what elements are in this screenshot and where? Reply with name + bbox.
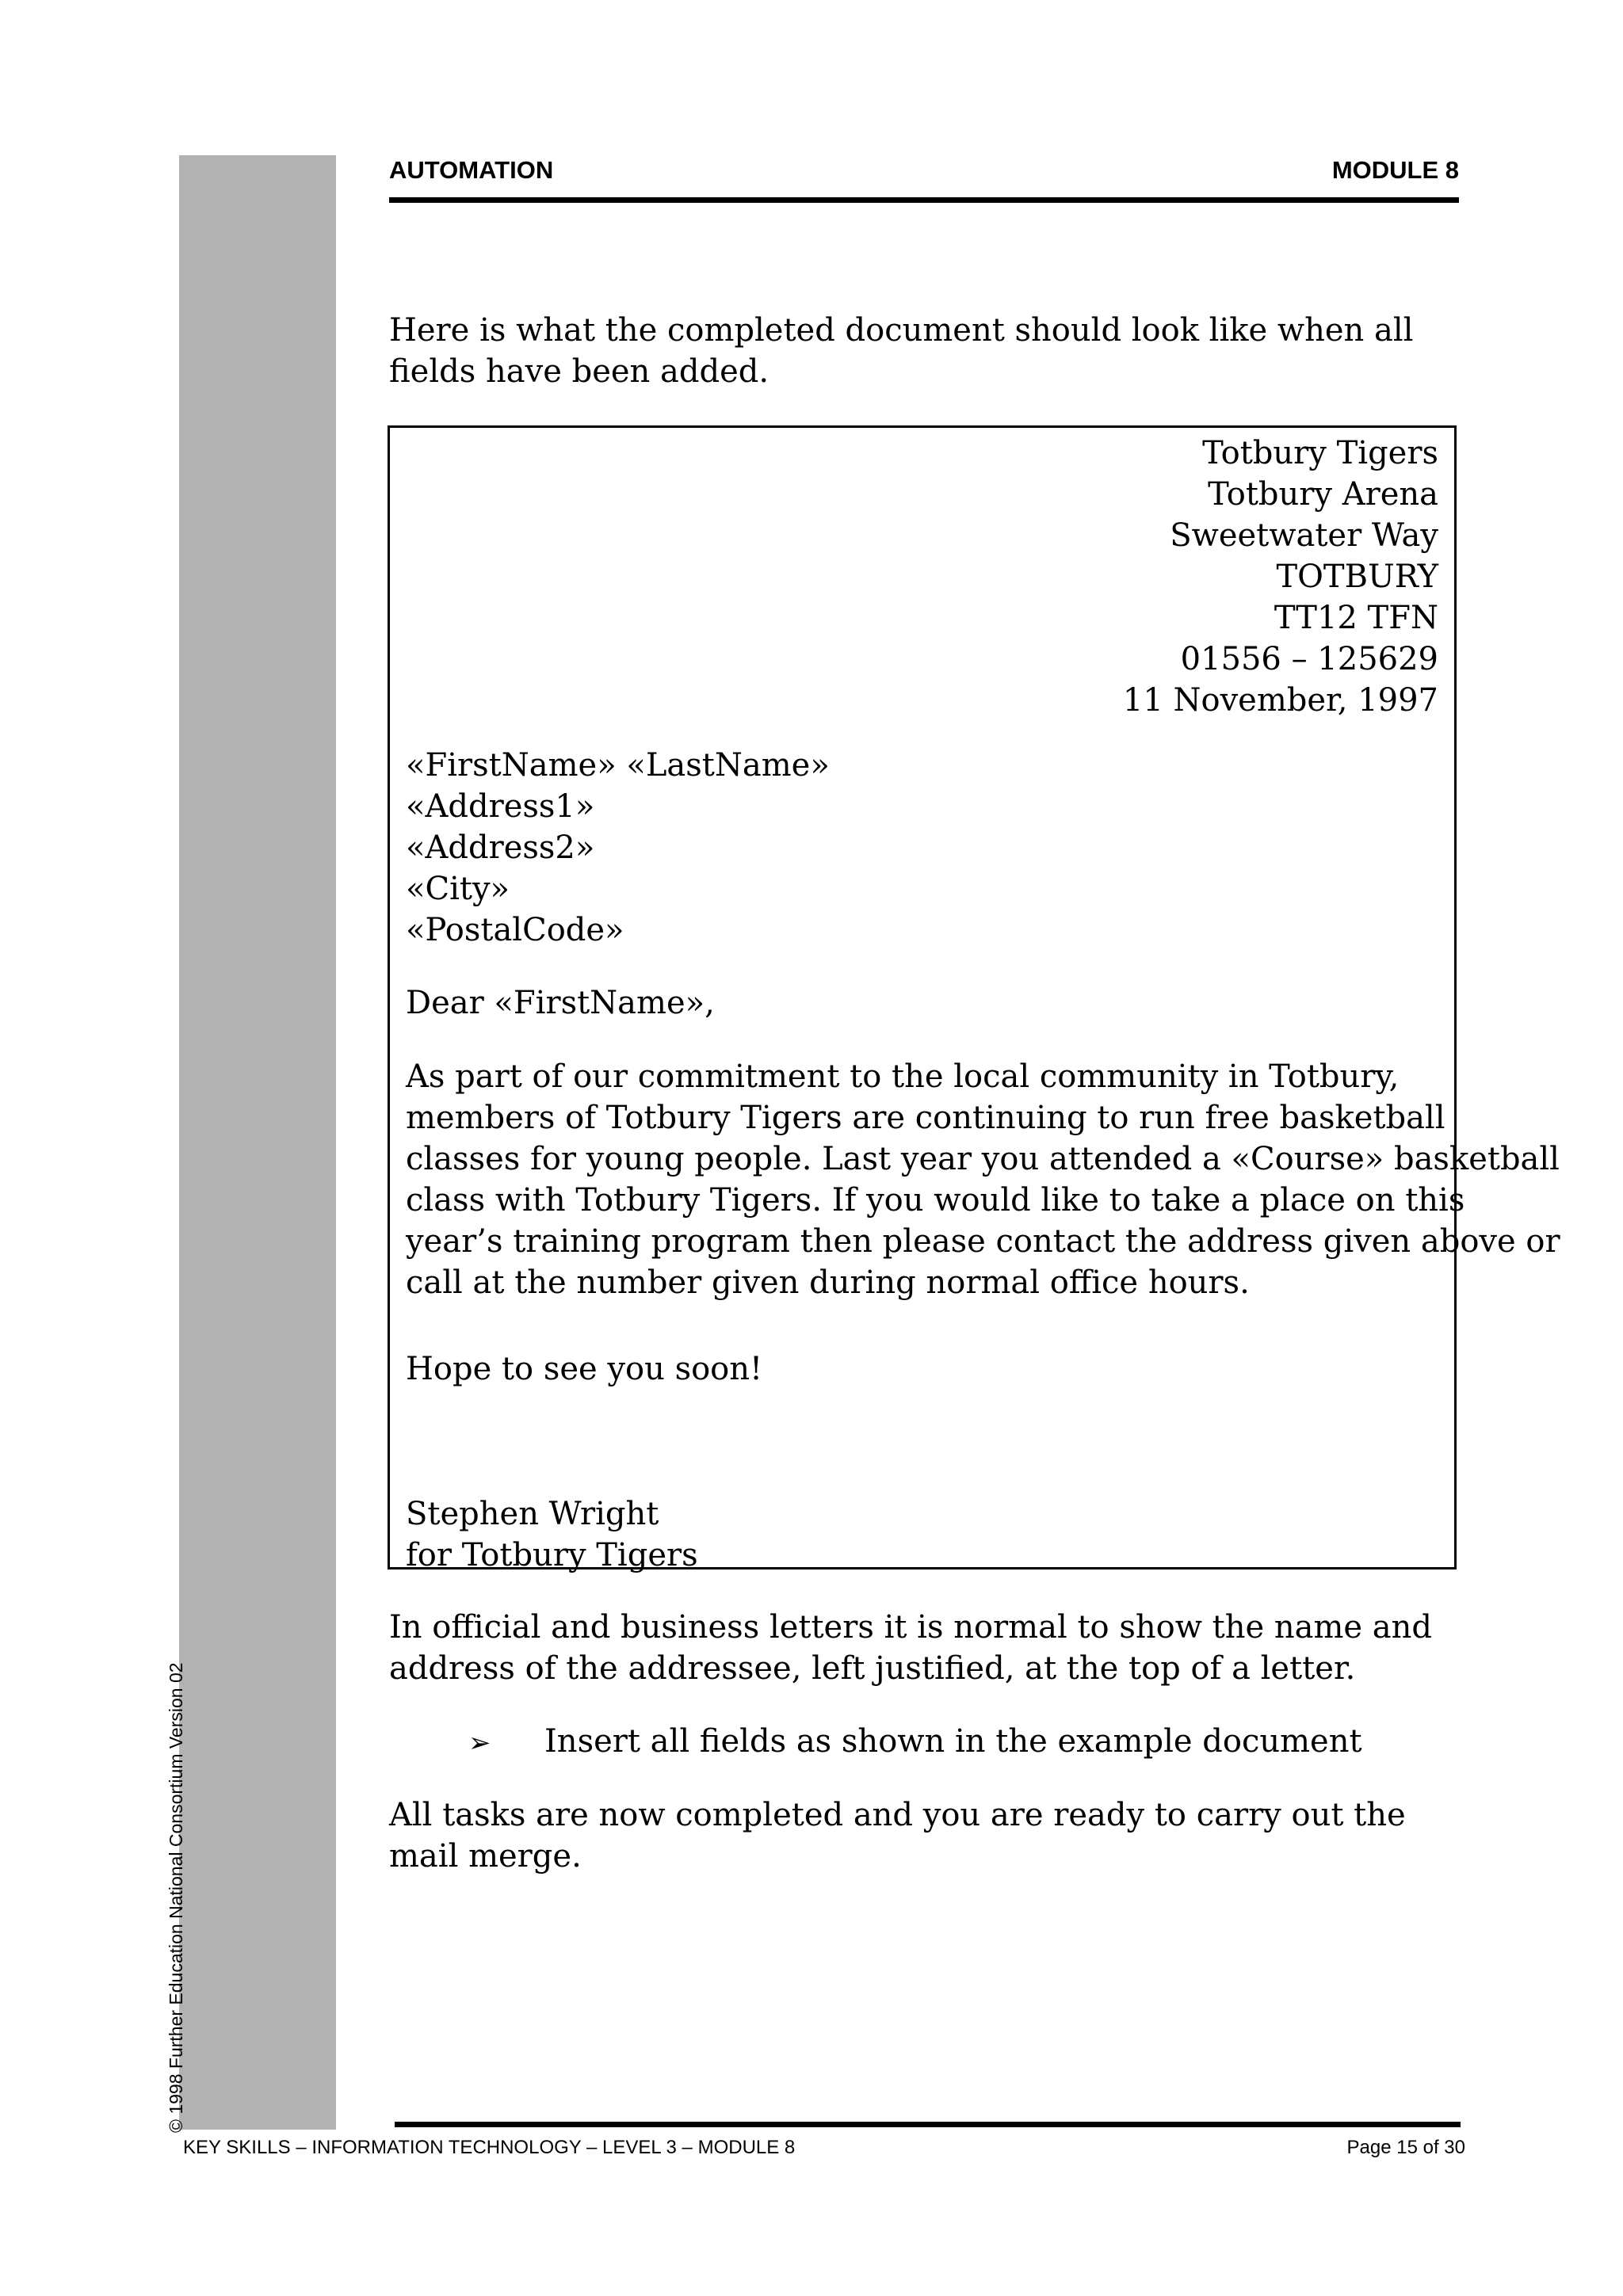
sender-phone: 01556 – 125629 [1180,641,1438,677]
conclusion-paragraph: All tasks are now completed and you are ready to carry out the mail merge. [389,1797,1406,1875]
explanation-paragraph: In official and business letters it is normal to show the name and address of the addressee, left justified, at the top of a letter. [389,1609,1433,1687]
merge-field-line: «City» [406,871,510,907]
footer-divider [395,2122,1461,2127]
letter-date: 11 November, 1997 [1122,682,1438,719]
merge-field-line: «Address1» [406,788,595,825]
page-number: Page 15 of 30 [1346,2137,1465,2158]
merge-field-line: «PostalCode» [406,912,624,948]
signature-name: Stephen Wright [406,1496,659,1532]
sender-line: Totbury Tigers [1202,435,1438,471]
header-module: MODULE 8 [1331,156,1459,184]
paragraph-line: call at the number given during normal office hours. [406,1264,1250,1301]
sender-line: Sweetwater Way [1170,517,1438,554]
letter-salutation: Dear «FirstName», [406,985,715,1021]
footer-course-title: KEY SKILLS – INFORMATION TECHNOLOGY – LEVEL 3 – MODULE 8 [183,2137,796,2158]
merge-field-line: «FirstName» «LastName» [406,747,830,784]
letter-signature [406,1493,698,1576]
instruction-bullet [468,1721,1362,1764]
sender-line: TT12 TFN [1274,600,1438,636]
paragraph-line: As part of our commitment to the local community in Totbury, [406,1058,1400,1095]
sidebar-band [179,155,336,2130]
example-letter [388,425,1560,1573]
header-title: AUTOMATION [389,156,554,184]
letter-closing: Hope to see you soon! [406,1351,763,1387]
paragraph-line: year’s training program then please contact the address given above or [406,1223,1560,1260]
recipient-address-fields [406,745,830,951]
arrow-bullet-icon: ➢ [468,1727,491,1759]
paragraph-line: classes for young people. Last year you attended a «Course» basketball [406,1141,1560,1177]
intro-paragraph: Here is what the completed document should look like when all fields have been added. [389,312,1414,390]
instruction-text: Insert all fields as shown in the example document [544,1723,1362,1760]
sender-line: Totbury Arena [1208,476,1438,513]
sender-address [1123,433,1438,721]
merge-field-line: «Address2» [406,830,595,866]
paragraph-line: members of Totbury Tigers are continuing to run free basketball [406,1100,1445,1136]
copyright-notice: © 1998 Further Education National Consortium Version 02 [166,1662,186,2133]
letter-body-paragraph [406,1056,1560,1303]
paragraph-line: class with Totbury Tigers. If you would like to take a place on this [406,1182,1465,1219]
page-header [389,156,1459,203]
signature-org: for Totbury Tigers [406,1537,698,1573]
sender-line: TOTBURY [1276,559,1438,595]
